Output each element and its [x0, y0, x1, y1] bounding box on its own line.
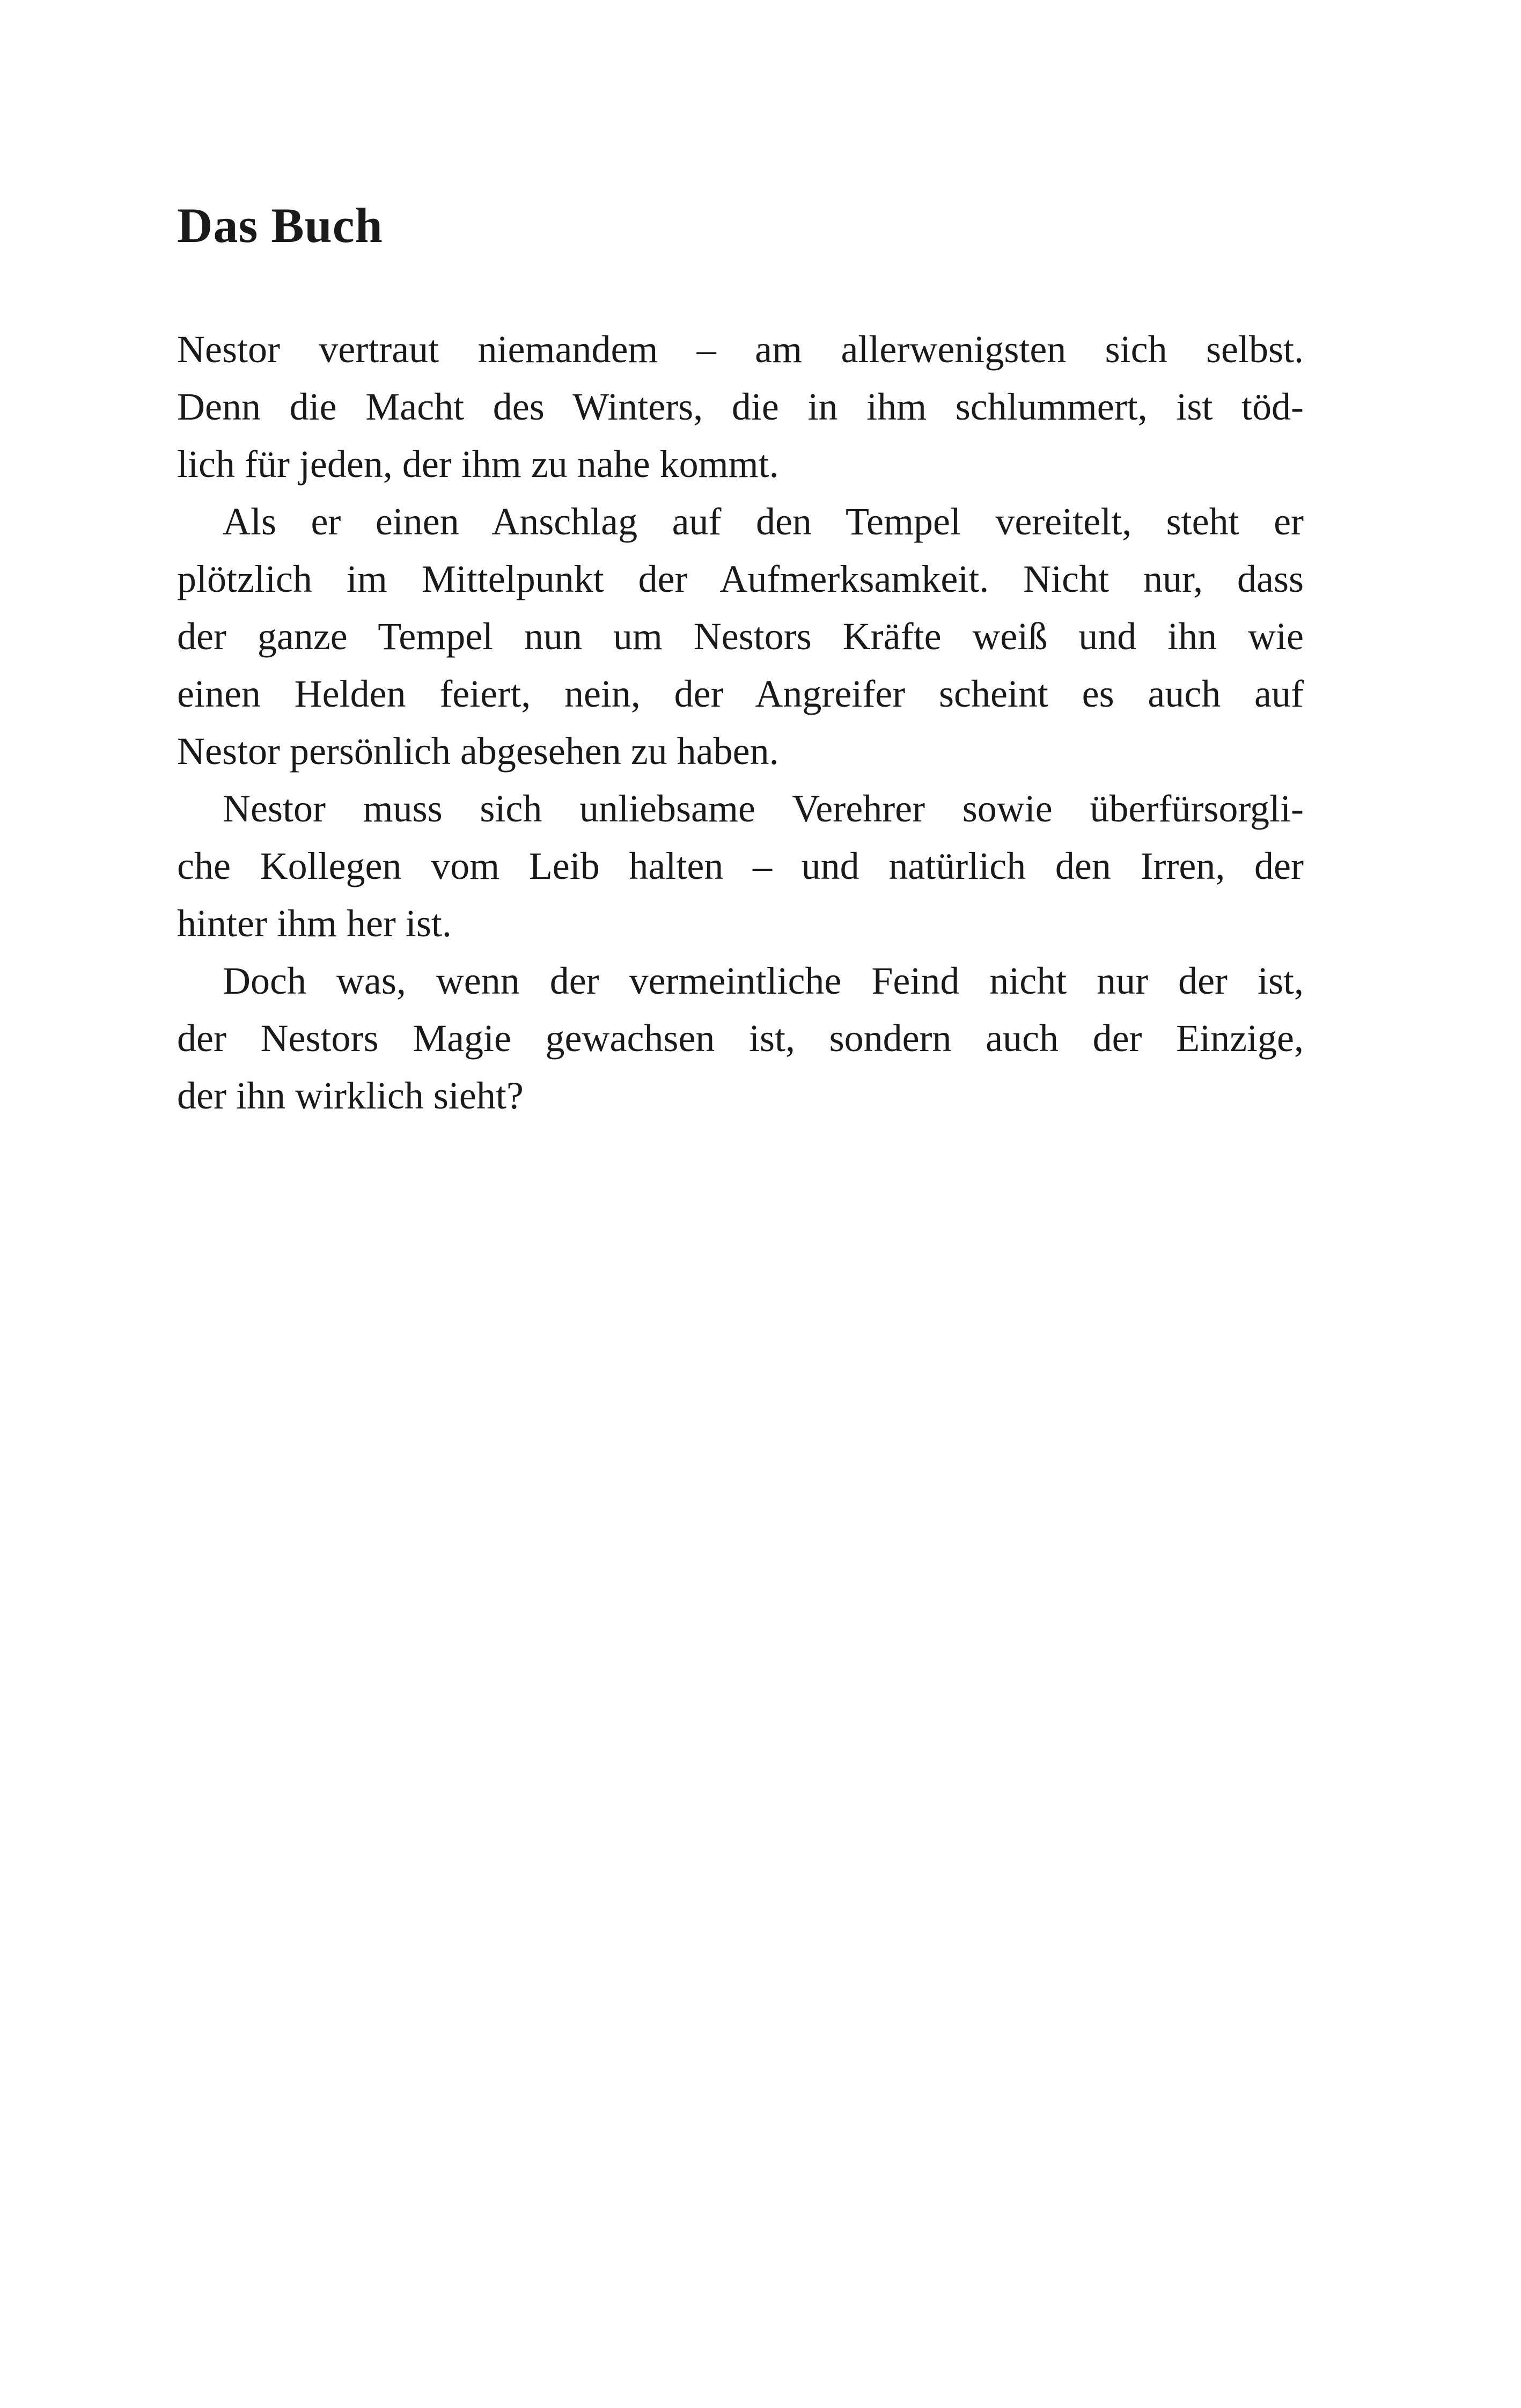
text-line: Nestor muss sich unliebsame Verehrer sowie überfürsorgli-	[223, 787, 1304, 830]
text-line: Als er einen Anschlag auf den Tempel vereitelt, steht er	[223, 500, 1304, 543]
paragraph-4	[177, 952, 1304, 1125]
blurb-body	[177, 321, 1304, 1125]
text-line: Doch was, wenn der vermeintliche Feind nicht nur der ist,	[223, 959, 1304, 1002]
text-line: Denn die Macht des Winters, die in ihm schlummert, ist töd-	[177, 385, 1304, 428]
text-line: Nestor persönlich abgesehen zu haben.	[177, 730, 779, 773]
page-title: Das Buch	[177, 198, 383, 253]
paragraph-1	[177, 321, 1304, 493]
text-line: der Nestors Magie gewachsen ist, sondern auch der Einzige,	[177, 1017, 1304, 1060]
text-block	[177, 193, 1304, 1125]
text-line: hinter ihm her ist.	[177, 902, 452, 945]
text-line: Nestor vertraut niemandem – am allerwenigsten sich selbst.	[177, 328, 1304, 371]
paragraph-3	[177, 780, 1304, 952]
text-line: che Kollegen vom Leib halten – und natürlich den Irren, der	[177, 845, 1304, 887]
text-line: plötzlich im Mittelpunkt der Aufmerksamkeit. Nicht nur, dass	[177, 557, 1304, 600]
text-line: der ihn wirklich sieht?	[177, 1074, 524, 1117]
paragraph-2	[177, 493, 1304, 780]
text-line: einen Helden feiert, nein, der Angreifer scheint es auch auf	[177, 672, 1304, 715]
text-line: der ganze Tempel nun um Nestors Kräfte weiß und ihn wie	[177, 615, 1304, 658]
text-line: lich für jeden, der ihm zu nahe kommt.	[177, 443, 779, 486]
